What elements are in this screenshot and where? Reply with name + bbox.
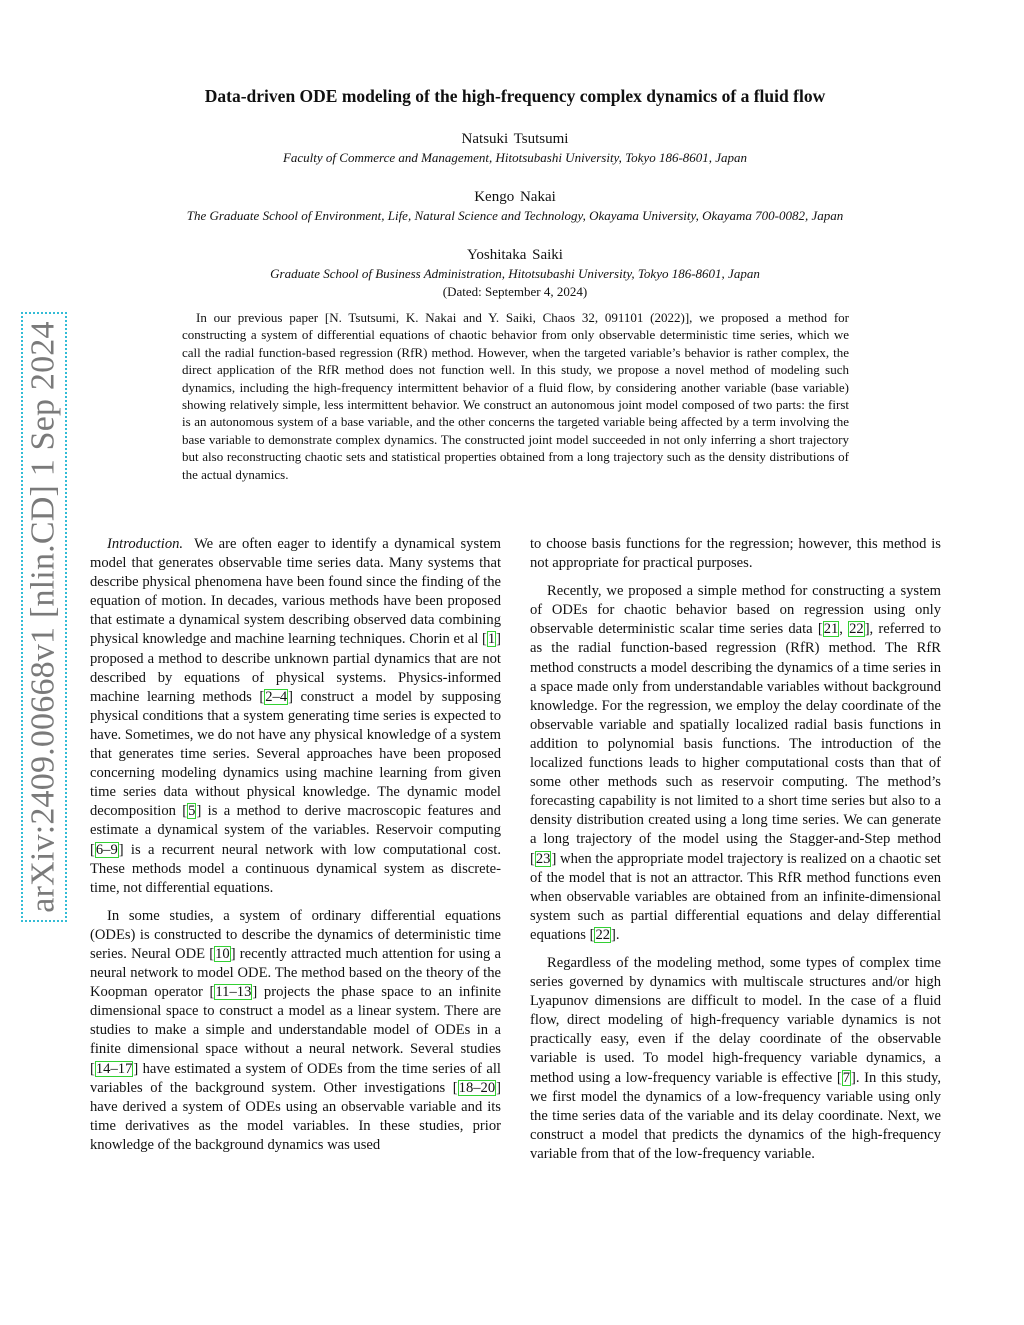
citation-link[interactable]: 21 bbox=[823, 621, 839, 638]
author-block-3 bbox=[130, 246, 900, 301]
body-text: ] projects the phase space to an infinite dimensional space to construct a model as a linear system. There are studies to make a simple and understandable model of ODEs in a finite dimensional space without a neural network. Several studies [ bbox=[90, 984, 501, 1077]
body-text: ]. In this study, we first model the dynamics of a low-frequency variable using only the time series data of the variable and its delay coordinate. Next, we construct a model that predicts the dynamics of the high-frequency variable from that of the low-frequency variable. bbox=[530, 1069, 941, 1162]
citation-link[interactable]: 7 bbox=[842, 1069, 851, 1086]
author-name: Yoshitaka Saiki bbox=[467, 247, 563, 263]
citation-link[interactable]: 10 bbox=[215, 945, 230, 962]
section-heading-introduction: Introduction. bbox=[107, 536, 184, 552]
body-text: ] is a method to derive macroscopic features and estimate a dynamical system of the variables. Reservoir computing [ bbox=[90, 803, 501, 858]
citation-link[interactable]: 6–9 bbox=[95, 841, 118, 858]
arxiv-identifier-stamp[interactable] bbox=[21, 312, 67, 922]
body-text: We are often eager to identify a dynamical system model that generates observable time series data. Many systems that describe physical phenomena have been found since the finding of the equation of motion. In decades, various methods have been proposed that estimate a dynamical system describing observed data combining physical knowledge and machine learning techniques. Chorin et al [ bbox=[90, 536, 502, 648]
body-text: ] recently attracted much attention for using a neural network to model ODE. The method based on the theory of the Koopman operator [ bbox=[90, 945, 501, 1001]
body-paragraph-continued: to choose basis functions for the regression; however, this method is not appropriate for practical purposes. bbox=[530, 536, 941, 572]
body-text: Recently, we proposed a simple method for constructing a system of ODEs for chaotic behavior based on regression using only observable deterministic scalar time series data [ bbox=[530, 583, 941, 638]
paper-header bbox=[130, 86, 900, 301]
citation-link[interactable]: 14–17 bbox=[95, 1060, 133, 1077]
body-text: ] when the appropriate model trajectory is realized on a chaotic set of the model that is not an attractor. This RfR method functions even when observable variables are obtained from an infinite-dimensional system such as partial differential equations and delay differential equations [ bbox=[530, 850, 941, 943]
body-text: ]. bbox=[611, 926, 620, 943]
body-text: ] have derived a system of ODEs using an observable variable and its time derivatives as the model variables. In these studies, prior knowledge of the background dynamics was used bbox=[90, 1079, 501, 1153]
body-text: ] have estimated a system of ODEs from the time series of all variables of the background system. Other investigations [ bbox=[90, 1060, 501, 1096]
body-text: Regardless of the modeling method, some types of complex time series governed by dynamics with multiscale structures and/or high Lyapunov dimensions are difficult to model. In the case of a fluid flow, direct modeling of high-frequency variable dynamics is not practically easy, even if the delay coordinate of the observable variable is used. To model high-frequency variable dynamics, a method using a low-frequency variable is effective [ bbox=[530, 954, 941, 1086]
body-text: In some studies, a system of ordinary differential equations (ODEs) is constructed to describe the dynamics of deterministic time series. Neural ODE [ bbox=[90, 907, 501, 962]
author-affiliation: Faculty of Commerce and Management, Hitotsubashi University, Tokyo 186-8601, Japan bbox=[282, 150, 748, 165]
citation-link[interactable]: 11–13 bbox=[215, 984, 252, 1001]
paper-title: Data-driven ODE modeling of the high-frequency complex dynamics of a fluid flow bbox=[204, 86, 826, 106]
arxiv-identifier-text: arXiv:2409.00668v1 [nlin.CD] 1 Sep 2024 bbox=[25, 321, 62, 913]
author-affiliation: Graduate School of Business Administration, Hitotsubashi University, Tokyo 186-8601, Japan bbox=[270, 266, 760, 281]
author-block-1 bbox=[130, 130, 900, 167]
author-block-2 bbox=[130, 188, 900, 225]
body-text: ] construct a model by supposing physical conditions that a system generating time series is expected to have. Sometimes, we do not have any physical knowledge of a system that generates time series. Several approaches have been proposed concerning modeling dynamics using machine learning from given time series data without physical knowledge. The dynamic model decomposition [ bbox=[90, 688, 501, 820]
citation-link[interactable]: 18–20 bbox=[458, 1079, 496, 1096]
body-text: ] is a recurrent neural network with low computational cost. These methods model a continuous dynamical system as discrete-time, not differential equations. bbox=[90, 841, 501, 896]
body-text: ] proposed a method to describe unknown partial dynamics that are not described by equations of physical systems. Physics-informed machine learning methods [ bbox=[90, 631, 501, 705]
body-text: , bbox=[839, 621, 849, 638]
right-column bbox=[530, 535, 941, 1173]
body-paragraph bbox=[530, 954, 941, 1164]
citation-link[interactable]: 1 bbox=[487, 631, 496, 648]
body-paragraph bbox=[90, 535, 501, 898]
citation-link[interactable]: 23 bbox=[535, 850, 551, 867]
author-name: Natsuki Tsutsumi bbox=[461, 131, 569, 147]
abstract: In our previous paper [N. Tsutsumi, K. Nakai and Y. Saiki, Chaos 32, 091101 (2022)], we proposed a method for constructing a system of differential equations of chaotic behavior from only observable deterministic time series, which we call the radial function-based regression (RfR) method. However, when the targeted variable’s behavior is rather complex, the direct application of the RfR method does not function well. In this study, we propose a novel method of modeling such dynamics, including the high-frequency intermittent behavior of a fluid flow, by considering another variable (base variable) showing relatively simple, less intermittent behavior. We construct an autonomous joint model composed of two parts: the first is an autonomous system of a base variable, and the other concerns the targeted variable being affected by a term involving the base variable to demonstrate complex dynamics. The constructed joint model succeeded in not only inferring a short trajectory but also reconstructing chaotic sets and statistical properties obtained from a long trajectory such as the density distributions of the actual dynamics. bbox=[182, 310, 849, 482]
citation-link[interactable]: 22 bbox=[849, 621, 864, 638]
citation-link[interactable]: 22 bbox=[595, 926, 611, 943]
author-name: Kengo Nakai bbox=[474, 189, 556, 205]
citation-link[interactable]: 2–4 bbox=[265, 688, 288, 705]
body-paragraph bbox=[90, 907, 501, 1155]
left-column bbox=[90, 535, 501, 1164]
body-text: ], referred to as the radial function-based regression (RfR) method. The RfR method constructs a model describing the dynamics of a time series in a space made only from understandable variables without background knowledge. For the regression, we employ the delay coordinate of the observable variable and spatially localized radial basis functions in addition to polynomial basis functions. The introduction of the localized functions leads to higher computational costs than that of some other methods such as reservoir computing. The method’s forecasting capability is not limited to a short time series but also to a density distribution created using a long time series. We can generate a long trajectory of the model using the Stagger-and-Step method [ bbox=[530, 621, 942, 867]
citation-link[interactable]: 5 bbox=[188, 803, 196, 820]
body-paragraph bbox=[530, 582, 941, 945]
paper-date: (Dated: September 4, 2024) bbox=[442, 284, 588, 299]
author-affiliation: The Graduate School of Environment, Life, Natural Science and Technology, Okayama University, Okayama 700-0082, Japan bbox=[186, 208, 844, 223]
